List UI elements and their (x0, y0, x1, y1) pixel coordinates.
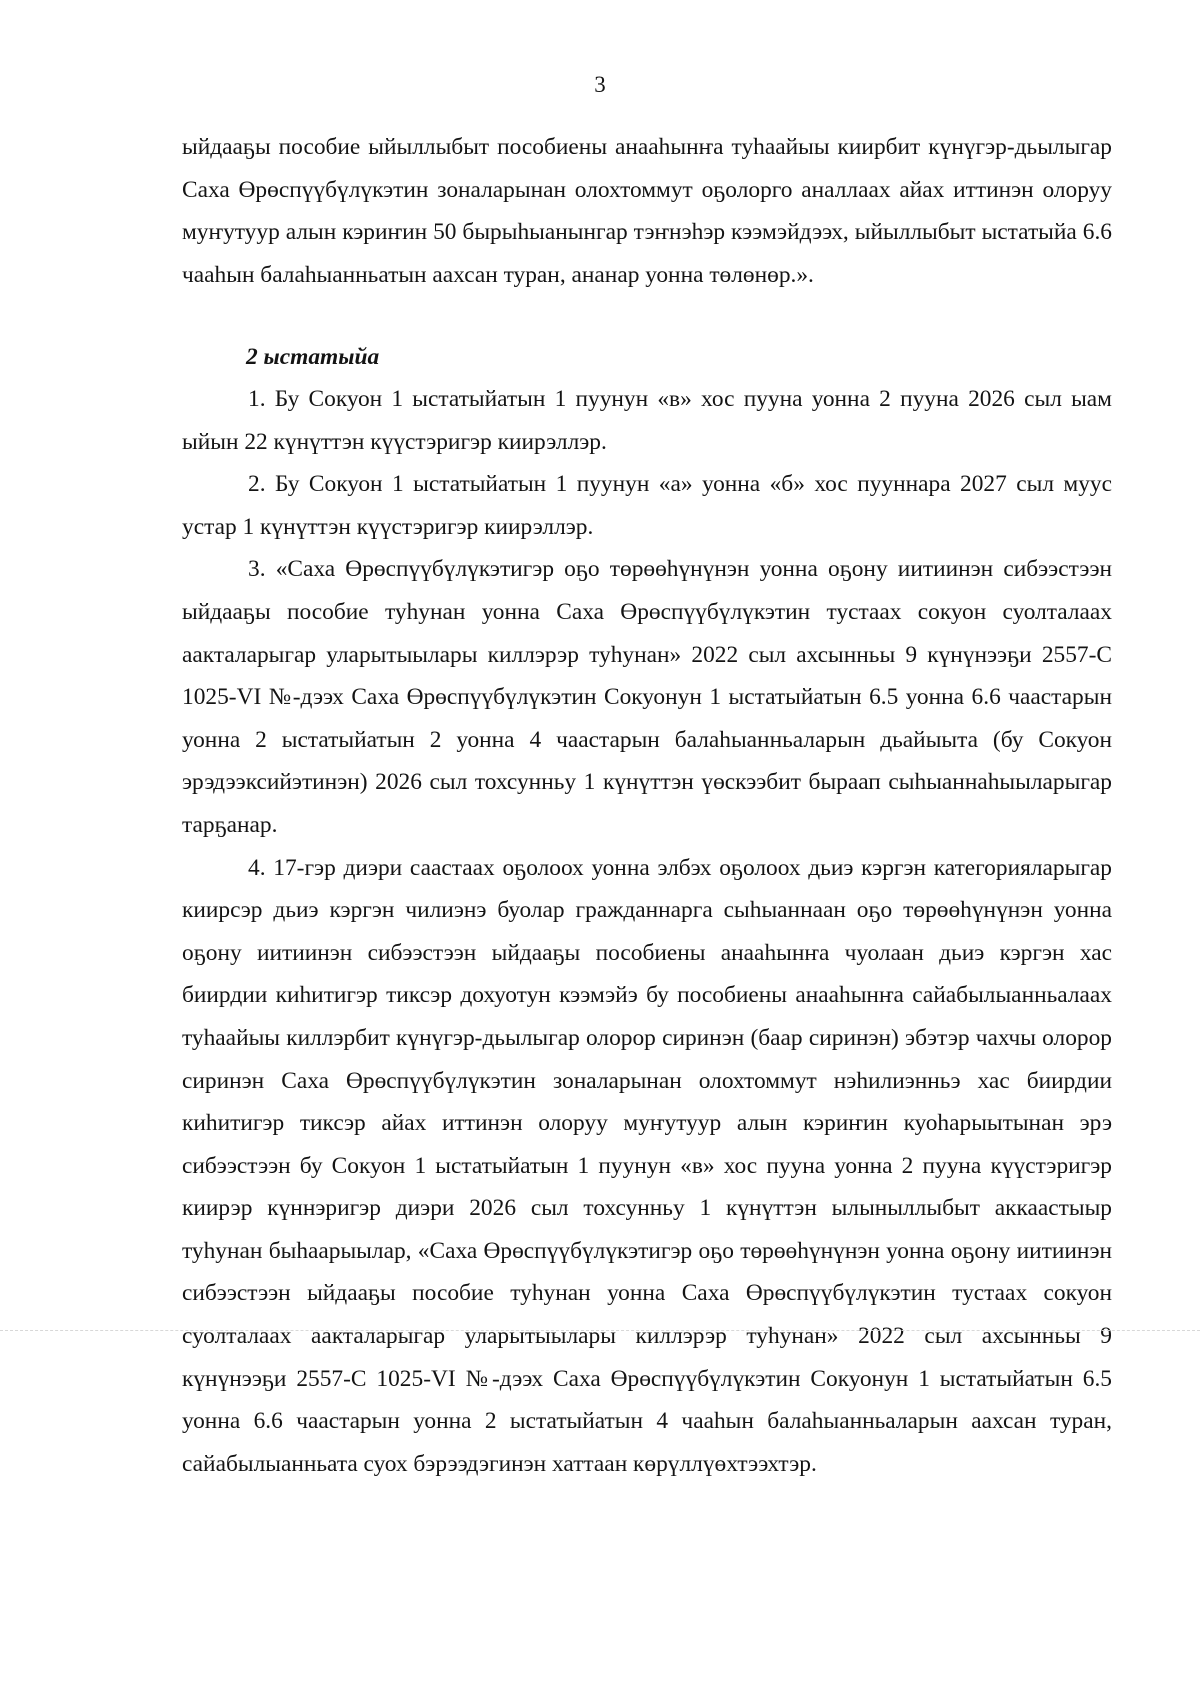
intro-paragraph: ыйдааҕы пособие ыйыллыбыт пособиены анааһынҥа туһаайыы киирбит күнүгэр-дьылыгар Саха Өрөспүүбүлүкэтин зоналарынан олохтоммут оҕолорго аналлаах айах иттинэн олоруу муҥутуур алын кэриҥин 50 бырыһыанынгар тэҥнэһэр кээмэйдээх, ыйыллыбыт ыстатыйа 6.6 чааһын балаһыанньатын аахсан туран, ананар уонна төлөнөр.». (182, 134, 1112, 288)
paragraph-4: 4. 17-гэр диэри саастаах оҕолоох уонна элбэх оҕолоох дьиэ кэргэн категорияларыгар киирсэр дьиэ кэргэн чилиэнэ буолар гражданнарга сыһыаннаан оҕо төрөөһүнүнэн уонна оҕону иитиинэн сибээстээн ыйдааҕы пособиены анааһынҥа чуолаан дьиэ кэргэн хас биирдии киһитигэр тиксэр дохуотун кээмэйэ бу пособиены анааһынҥа сайабылыанньалаах туһаайыы киллэрбит күнүгэр-дьылыгар олорор сиринэн (баар сиринэн) эбэтэр чахчы олорор сиринэн Саха Өрөспүүбүлүкэтин зоналарынан олохтоммут нэһилиэнньэ хас биирдии киһитигэр тиксэр айах иттинэн олоруу муҥутуур алын кэриҥин куоһарыытынан эрэ сибээстээн бу Сокуон 1 ыстатыйатын 1 пуунун «в» хос пууна уонна 2 пууна күүстэригэр киирэр күннэригэр диэри 2026 сыл тохсунньу 1 күнүттэн ылыныллыбыт аккаастыыр туһунан быһаарыылар, «Саха Өрөспүүбүлүкэтигэр оҕо төрөөһүнүнэн уонна оҕону иитиинэн сибээстээн ыйдааҕы пособие туһунан уонна Саха Өрөспүүбүлүкэтин тустаах сокуон суолталаах аакталарыгар уларытыылары киллэрэр туһунан» 2022 сыл ахсынньы 9 күнүнээҕи 2557-С 1025-VI №-дээх Саха Өрөспүүбүлүкэтин Сокуонун 1 ыстатыйатын 6.5 уонна 6.6 чаастарын уонна 2 ыстатыйатын 4 чааһын балаһыанньаларын аахсан туран, сайабылыанньата суох бэрээдэгинэн хаттаан көрүллүөхтээхтэр. (182, 854, 1112, 1477)
scan-fold-line (0, 1330, 1200, 1331)
paragraph-3: 3. «Саха Өрөспүүбүлүкэтигэр оҕо төрөөһүнүнэн уонна оҕону иитиинэн сибээстээн ыйдааҕы пособие туһунан уонна Саха Өрөспүүбүлүкэтин тустаах сокуон суолталаах аакталарыгар уларытыылары киллэрэр туһунан» 2022 сыл ахсынньы 9 күнүнээҕи 2557-С 1025-VI №-дээх Саха Өрөспүүбүлүкэтин Сокуонун 1 ыстатыйатын 6.5 уонна 6.6 чаастарын уонна 2 ыстатыйатын 2 уонна 4 чаастарын балаһыанньаларын дьайыыта (бу Сокуон эрэдээксийэтинэн) 2026 сыл тохсунньу 1 күнүттэн үөскээбит быраап сыһыаннаһыыларыгар тарҕанар. (182, 556, 1112, 838)
article-2-section (182, 336, 1112, 1485)
page-number: 3 (594, 72, 606, 97)
paragraph-2: 2. Бу Сокуон 1 ыстатыйатын 1 пуунун «а» уонна «б» хос пууннара 2027 сыл муус устар 1 күнүттэн күүстэригэр киирэллэр. (182, 471, 1112, 540)
intro-section (182, 126, 1112, 296)
article-heading: 2 ыстатыйа (246, 344, 380, 370)
paragraph-1: 1. Бу Сокуон 1 ыстатыйатын 1 пуунун «в» хос пууна уонна 2 пууна 2026 сыл ыам ыйын 22 күнүттэн күүстэригэр киирэллэр. (182, 386, 1112, 455)
